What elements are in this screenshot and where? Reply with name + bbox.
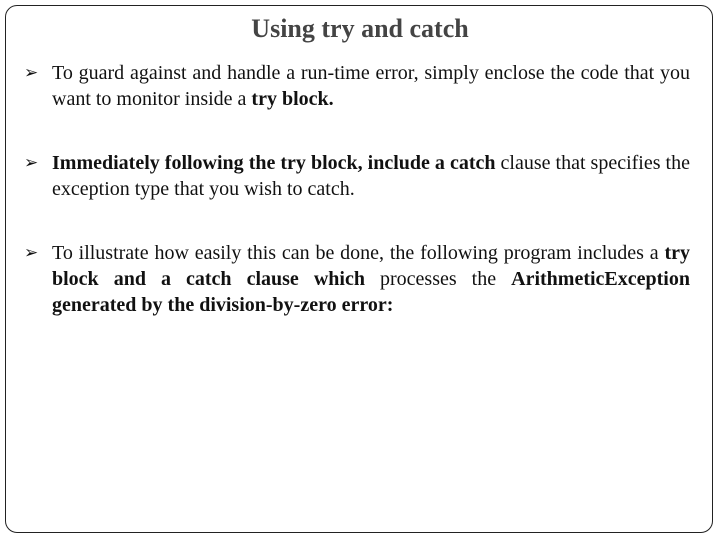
slide-title: Using try and catch — [251, 14, 469, 43]
bullet-item-1 — [24, 60, 690, 112]
bullet-3-text-b: processes the — [364, 268, 512, 290]
arrow-bullet-icon: ➢ — [24, 153, 39, 173]
bullet-1-bold-text: try block. — [251, 88, 334, 110]
arrow-bullet-icon: ➢ — [24, 63, 39, 83]
bullet-list — [24, 60, 690, 356]
bullet-3-bold-text-b: ArithmeticException generated by the division-by-zero error: — [52, 268, 690, 316]
bullet-3-bold-text-a: try block and a catch clause which — [52, 242, 690, 290]
bullet-2-bold-text: Immediately following the try block, include a catch — [52, 152, 496, 174]
arrow-bullet-icon: ➢ — [24, 243, 39, 263]
bullet-item-3 — [24, 240, 690, 318]
bullet-1-text: To guard against and handle a run-time error, simply enclose the code that you want to monitor inside a — [52, 62, 690, 110]
bullet-2-text: clause that specifies the exception type that you wish to catch. — [52, 152, 690, 200]
bullet-3-text-a: To illustrate how easily this can be done, the following program includes a — [52, 242, 665, 264]
bullet-item-2 — [24, 150, 690, 202]
